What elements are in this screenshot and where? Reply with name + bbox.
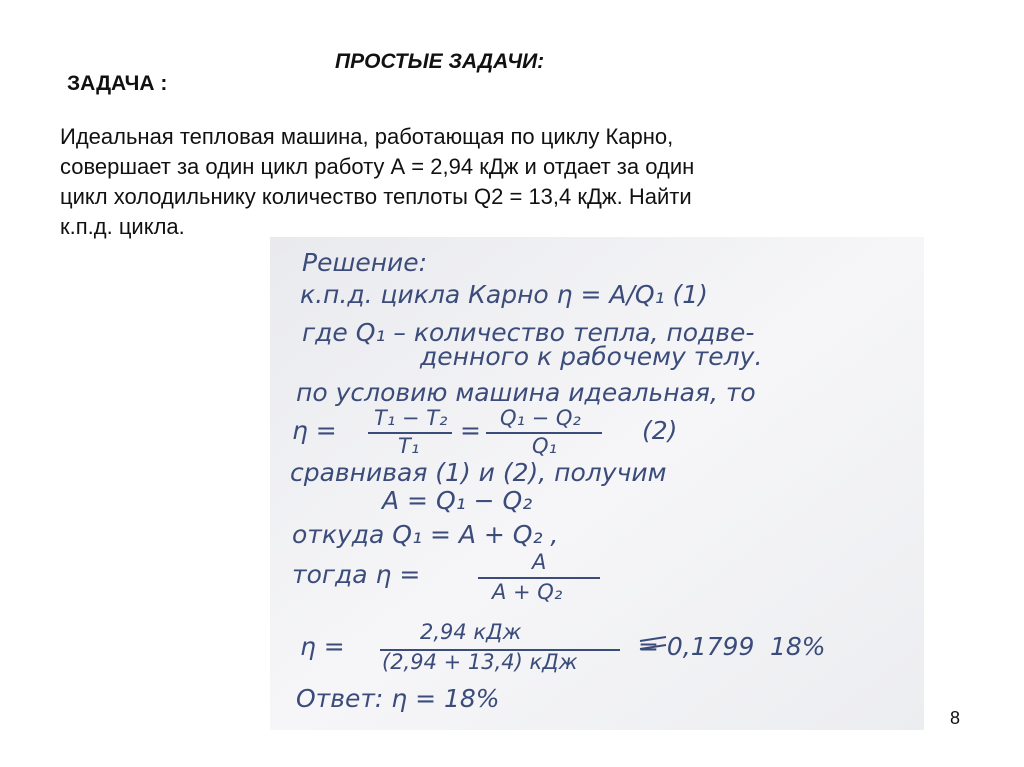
svg-text:(2,94 + 13,4) кДж: (2,94 + 13,4) кДж xyxy=(382,650,578,674)
svg-text:Ответ: η = 18%: Ответ: η = 18% xyxy=(296,684,500,713)
svg-text:η =: η = xyxy=(292,416,337,445)
svg-text:к.п.д. цикла Карно η = A/Q₁: к.п.д. цикла Карно η = A/Q₁ (1) xyxy=(300,280,708,309)
svg-text:T₁: T₁ xyxy=(398,434,420,458)
problem-line: совершает за один цикл работу А = 2,94 кДж и отдает за один xyxy=(60,154,695,179)
svg-text:Q₁ − Q₂: Q₁ − Q₂ xyxy=(500,406,581,430)
svg-text:η =: η = xyxy=(300,632,345,661)
svg-text:сравнивая (1) и (2), получим: сравнивая (1) и (2), получим xyxy=(290,458,667,487)
problem-line: Идеальная тепловая машина, работающая по циклу Карно, xyxy=(60,124,674,149)
task-label: ЗАДАЧА : xyxy=(67,72,168,95)
svg-text:=: = xyxy=(460,416,481,445)
svg-text:= 0,1799: = 0,1799 xyxy=(638,632,755,661)
page-number: 8 xyxy=(950,708,961,728)
handwritten-solution-photo xyxy=(270,237,924,730)
svg-text:T₁ − T₂: T₁ − T₂ xyxy=(374,406,448,430)
svg-text:Решение:: Решение: xyxy=(302,248,428,277)
svg-text:2,94 кДж: 2,94 кДж xyxy=(420,620,522,644)
svg-text:по условию машина идеальная, т: по условию машина идеальная, то xyxy=(296,378,756,407)
svg-text:тогда η =: тогда η = xyxy=(292,560,421,589)
slide-title: ПРОСТЫЕ ЗАДАЧИ: xyxy=(335,50,545,73)
svg-text:18%: 18% xyxy=(770,632,826,661)
svg-text:A: A xyxy=(532,550,547,574)
problem-line: цикл холодильнику количество теплоты Q2 = 13,4 кДж. Найти xyxy=(60,184,692,209)
svg-text:откуда Q₁ = A + Q₂ ,: откуда Q₁ = A + Q₂ , xyxy=(292,520,559,549)
svg-text:Q₁: Q₁ xyxy=(532,434,557,458)
svg-text:где Q₁ – количество тепла, по: где Q₁ – количество тепла, подве- xyxy=(302,318,755,347)
problem-statement xyxy=(60,122,890,242)
svg-text:(2): (2) xyxy=(642,416,678,445)
svg-text:денного к рабочему телу.: денного к рабочему телу. xyxy=(420,342,763,371)
svg-text:A + Q₂: A + Q₂ xyxy=(492,580,563,604)
svg-text:A = Q₁ − Q₂: A = Q₁ − Q₂ xyxy=(382,486,533,515)
problem-line: к.п.д. цикла. xyxy=(60,214,185,239)
